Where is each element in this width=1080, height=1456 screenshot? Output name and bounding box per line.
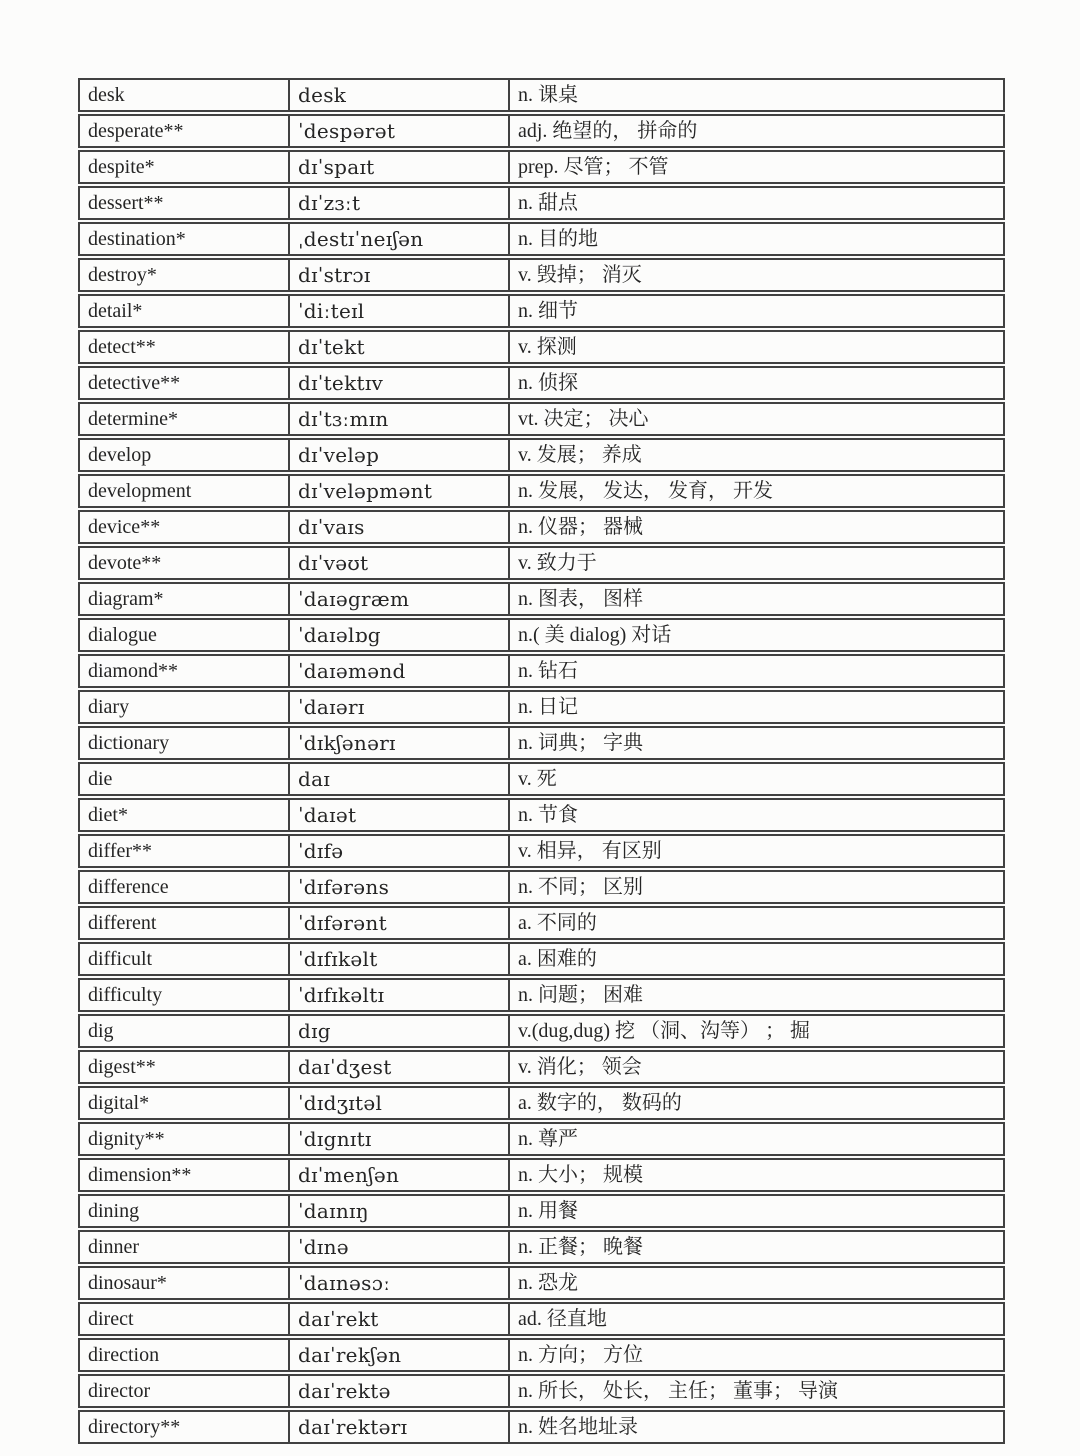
table-row <box>78 150 1005 184</box>
meaning-cell: v. 探测 <box>510 330 1005 364</box>
meaning-cell: n. 甜点 <box>510 186 1005 220</box>
meaning-cell: n. 不同； 区别 <box>510 870 1005 904</box>
table-row <box>78 78 1005 112</box>
table-row <box>78 582 1005 616</box>
meaning-cell: n. 钻石 <box>510 654 1005 688</box>
meaning-cell: n. 问题； 困难 <box>510 978 1005 1012</box>
table-row <box>78 186 1005 220</box>
word-cell: difference <box>78 870 290 904</box>
table-row <box>78 294 1005 328</box>
phonetic-cell: daɪˈrekt <box>290 1302 510 1336</box>
word-cell: differ** <box>78 834 290 868</box>
meaning-cell: n. 词典； 字典 <box>510 726 1005 760</box>
table-row <box>78 942 1005 976</box>
word-cell: detail* <box>78 294 290 328</box>
table-row <box>78 1194 1005 1228</box>
table-row <box>78 654 1005 688</box>
vocabulary-table <box>78 76 1005 1446</box>
meaning-cell: adj. 绝望的， 拼命的 <box>510 114 1005 148</box>
table-row <box>78 366 1005 400</box>
phonetic-cell: desk <box>290 78 510 112</box>
phonetic-cell: ˈdɪdʒɪtəl <box>290 1086 510 1120</box>
phonetic-cell: ˈdɪnə <box>290 1230 510 1264</box>
table-row <box>78 1302 1005 1336</box>
word-cell: different <box>78 906 290 940</box>
word-cell: dining <box>78 1194 290 1228</box>
table-row <box>78 1014 1005 1048</box>
phonetic-cell: dɪˈtɜːmɪn <box>290 402 510 436</box>
table-row <box>78 618 1005 652</box>
meaning-cell: v. 毁掉； 消灭 <box>510 258 1005 292</box>
meaning-cell: n. 大小； 规模 <box>510 1158 1005 1192</box>
word-cell: device** <box>78 510 290 544</box>
phonetic-cell: dɪˈveləpmənt <box>290 474 510 508</box>
meaning-cell: n. 日记 <box>510 690 1005 724</box>
meaning-cell: prep. 尽管； 不管 <box>510 150 1005 184</box>
table-row <box>78 330 1005 364</box>
meaning-cell: vt. 决定； 决心 <box>510 402 1005 436</box>
word-cell: detect** <box>78 330 290 364</box>
table-row <box>78 1410 1005 1444</box>
phonetic-cell: daɪˈdʒest <box>290 1050 510 1084</box>
phonetic-cell: ˈdaɪnəsɔː <box>290 1266 510 1300</box>
phonetic-cell: ˈdaɪəmənd <box>290 654 510 688</box>
meaning-cell: n. 课桌 <box>510 78 1005 112</box>
table-row <box>78 762 1005 796</box>
table-row <box>78 906 1005 940</box>
table-row <box>78 1158 1005 1192</box>
word-cell: difficult <box>78 942 290 976</box>
meaning-cell: n.( 美 dialog) 对话 <box>510 618 1005 652</box>
phonetic-cell: dɪˈtekt <box>290 330 510 364</box>
phonetic-cell: dɪˈvəʊt <box>290 546 510 580</box>
table-row <box>78 834 1005 868</box>
meaning-cell: ad. 径直地 <box>510 1302 1005 1336</box>
phonetic-cell: ˈdaɪnɪŋ <box>290 1194 510 1228</box>
word-cell: difficulty <box>78 978 290 1012</box>
meaning-cell: n. 发展， 发达， 发育， 开发 <box>510 474 1005 508</box>
meaning-cell: a. 困难的 <box>510 942 1005 976</box>
table-row <box>78 1374 1005 1408</box>
table-row <box>78 1122 1005 1156</box>
phonetic-cell: ˈdɪfərənt <box>290 906 510 940</box>
table-row <box>78 1266 1005 1300</box>
meaning-cell: n. 目的地 <box>510 222 1005 256</box>
table-row <box>78 870 1005 904</box>
phonetic-cell: dɪˈvaɪs <box>290 510 510 544</box>
word-cell: destroy* <box>78 258 290 292</box>
table-row <box>78 726 1005 760</box>
meaning-cell: n. 节食 <box>510 798 1005 832</box>
word-cell: desk <box>78 78 290 112</box>
phonetic-cell: ˈdɪfərəns <box>290 870 510 904</box>
word-cell: despite* <box>78 150 290 184</box>
phonetic-cell: ˈdespərət <box>290 114 510 148</box>
table-row <box>78 402 1005 436</box>
phonetic-cell: ˈdaɪəlɒg <box>290 618 510 652</box>
phonetic-cell: dɪˈtektɪv <box>290 366 510 400</box>
phonetic-cell: ˈdɪfə <box>290 834 510 868</box>
table-row <box>78 222 1005 256</box>
phonetic-cell: daɪˈrekʃən <box>290 1338 510 1372</box>
word-cell: diagram* <box>78 582 290 616</box>
word-cell: dinosaur* <box>78 1266 290 1300</box>
phonetic-cell: ˌdestɪˈneɪʃən <box>290 222 510 256</box>
phonetic-cell: daɪˈrektə <box>290 1374 510 1408</box>
phonetic-cell: ˈdɪgnɪtɪ <box>290 1122 510 1156</box>
word-cell: develop <box>78 438 290 472</box>
vocabulary-rows <box>78 78 1005 1444</box>
phonetic-cell: ˈdaɪərɪ <box>290 690 510 724</box>
meaning-cell: v. 致力于 <box>510 546 1005 580</box>
phonetic-cell: ˈdɪfɪkəltɪ <box>290 978 510 1012</box>
meaning-cell: v. 消化； 领会 <box>510 1050 1005 1084</box>
phonetic-cell: ˈdiːteɪl <box>290 294 510 328</box>
word-cell: dig <box>78 1014 290 1048</box>
phonetic-cell: dɪˈmenʃən <box>290 1158 510 1192</box>
word-cell: destination* <box>78 222 290 256</box>
word-cell: digital* <box>78 1086 290 1120</box>
word-cell: development <box>78 474 290 508</box>
table-row <box>78 798 1005 832</box>
meaning-cell: n. 方向； 方位 <box>510 1338 1005 1372</box>
table-row <box>78 474 1005 508</box>
table-row <box>78 114 1005 148</box>
word-cell: dimension** <box>78 1158 290 1192</box>
meaning-cell: v. 发展； 养成 <box>510 438 1005 472</box>
word-cell: direct <box>78 1302 290 1336</box>
phonetic-cell: dɪg <box>290 1014 510 1048</box>
phonetic-cell: daɪ <box>290 762 510 796</box>
phonetic-cell: ˈdɪkʃənərɪ <box>290 726 510 760</box>
word-cell: director <box>78 1374 290 1408</box>
word-cell: desperate** <box>78 114 290 148</box>
word-cell: dialogue <box>78 618 290 652</box>
meaning-cell: n. 用餐 <box>510 1194 1005 1228</box>
phonetic-cell: daɪˈrektərɪ <box>290 1410 510 1444</box>
word-cell: direction <box>78 1338 290 1372</box>
meaning-cell: a. 数字的， 数码的 <box>510 1086 1005 1120</box>
phonetic-cell: dɪˈzɜːt <box>290 186 510 220</box>
word-cell: diary <box>78 690 290 724</box>
meaning-cell: n. 姓名地址录 <box>510 1410 1005 1444</box>
meaning-cell: n. 仪器； 器械 <box>510 510 1005 544</box>
table-row <box>78 978 1005 1012</box>
meaning-cell: n. 尊严 <box>510 1122 1005 1156</box>
word-cell: dictionary <box>78 726 290 760</box>
word-cell: digest** <box>78 1050 290 1084</box>
meaning-cell: v. 死 <box>510 762 1005 796</box>
meaning-cell: n. 正餐； 晚餐 <box>510 1230 1005 1264</box>
meaning-cell: a. 不同的 <box>510 906 1005 940</box>
phonetic-cell: ˈdaɪət <box>290 798 510 832</box>
word-cell: dinner <box>78 1230 290 1264</box>
meaning-cell: v.(dug,dug) 挖 （洞、沟等） ； 掘 <box>510 1014 1005 1048</box>
meaning-cell: v. 相异， 有区别 <box>510 834 1005 868</box>
phonetic-cell: ˈdaɪəgræm <box>290 582 510 616</box>
meaning-cell: n. 侦探 <box>510 366 1005 400</box>
table-row <box>78 546 1005 580</box>
word-cell: die <box>78 762 290 796</box>
phonetic-cell: dɪˈveləp <box>290 438 510 472</box>
word-cell: dignity** <box>78 1122 290 1156</box>
phonetic-cell: dɪˈstrɔɪ <box>290 258 510 292</box>
word-cell: dessert** <box>78 186 290 220</box>
table-row <box>78 1086 1005 1120</box>
word-cell: detective** <box>78 366 290 400</box>
table-row <box>78 1338 1005 1372</box>
meaning-cell: n. 图表， 图样 <box>510 582 1005 616</box>
word-cell: determine* <box>78 402 290 436</box>
table-row <box>78 690 1005 724</box>
word-cell: devote** <box>78 546 290 580</box>
table-row <box>78 1050 1005 1084</box>
table-row <box>78 438 1005 472</box>
meaning-cell: n. 恐龙 <box>510 1266 1005 1300</box>
table-row <box>78 510 1005 544</box>
phonetic-cell: ˈdɪfɪkəlt <box>290 942 510 976</box>
word-cell: directory** <box>78 1410 290 1444</box>
meaning-cell: n. 所长， 处长， 主任； 董事； 导演 <box>510 1374 1005 1408</box>
phonetic-cell: dɪˈspaɪt <box>290 150 510 184</box>
word-cell: diamond** <box>78 654 290 688</box>
table-row <box>78 258 1005 292</box>
table-row <box>78 1230 1005 1264</box>
word-cell: diet* <box>78 798 290 832</box>
meaning-cell: n. 细节 <box>510 294 1005 328</box>
